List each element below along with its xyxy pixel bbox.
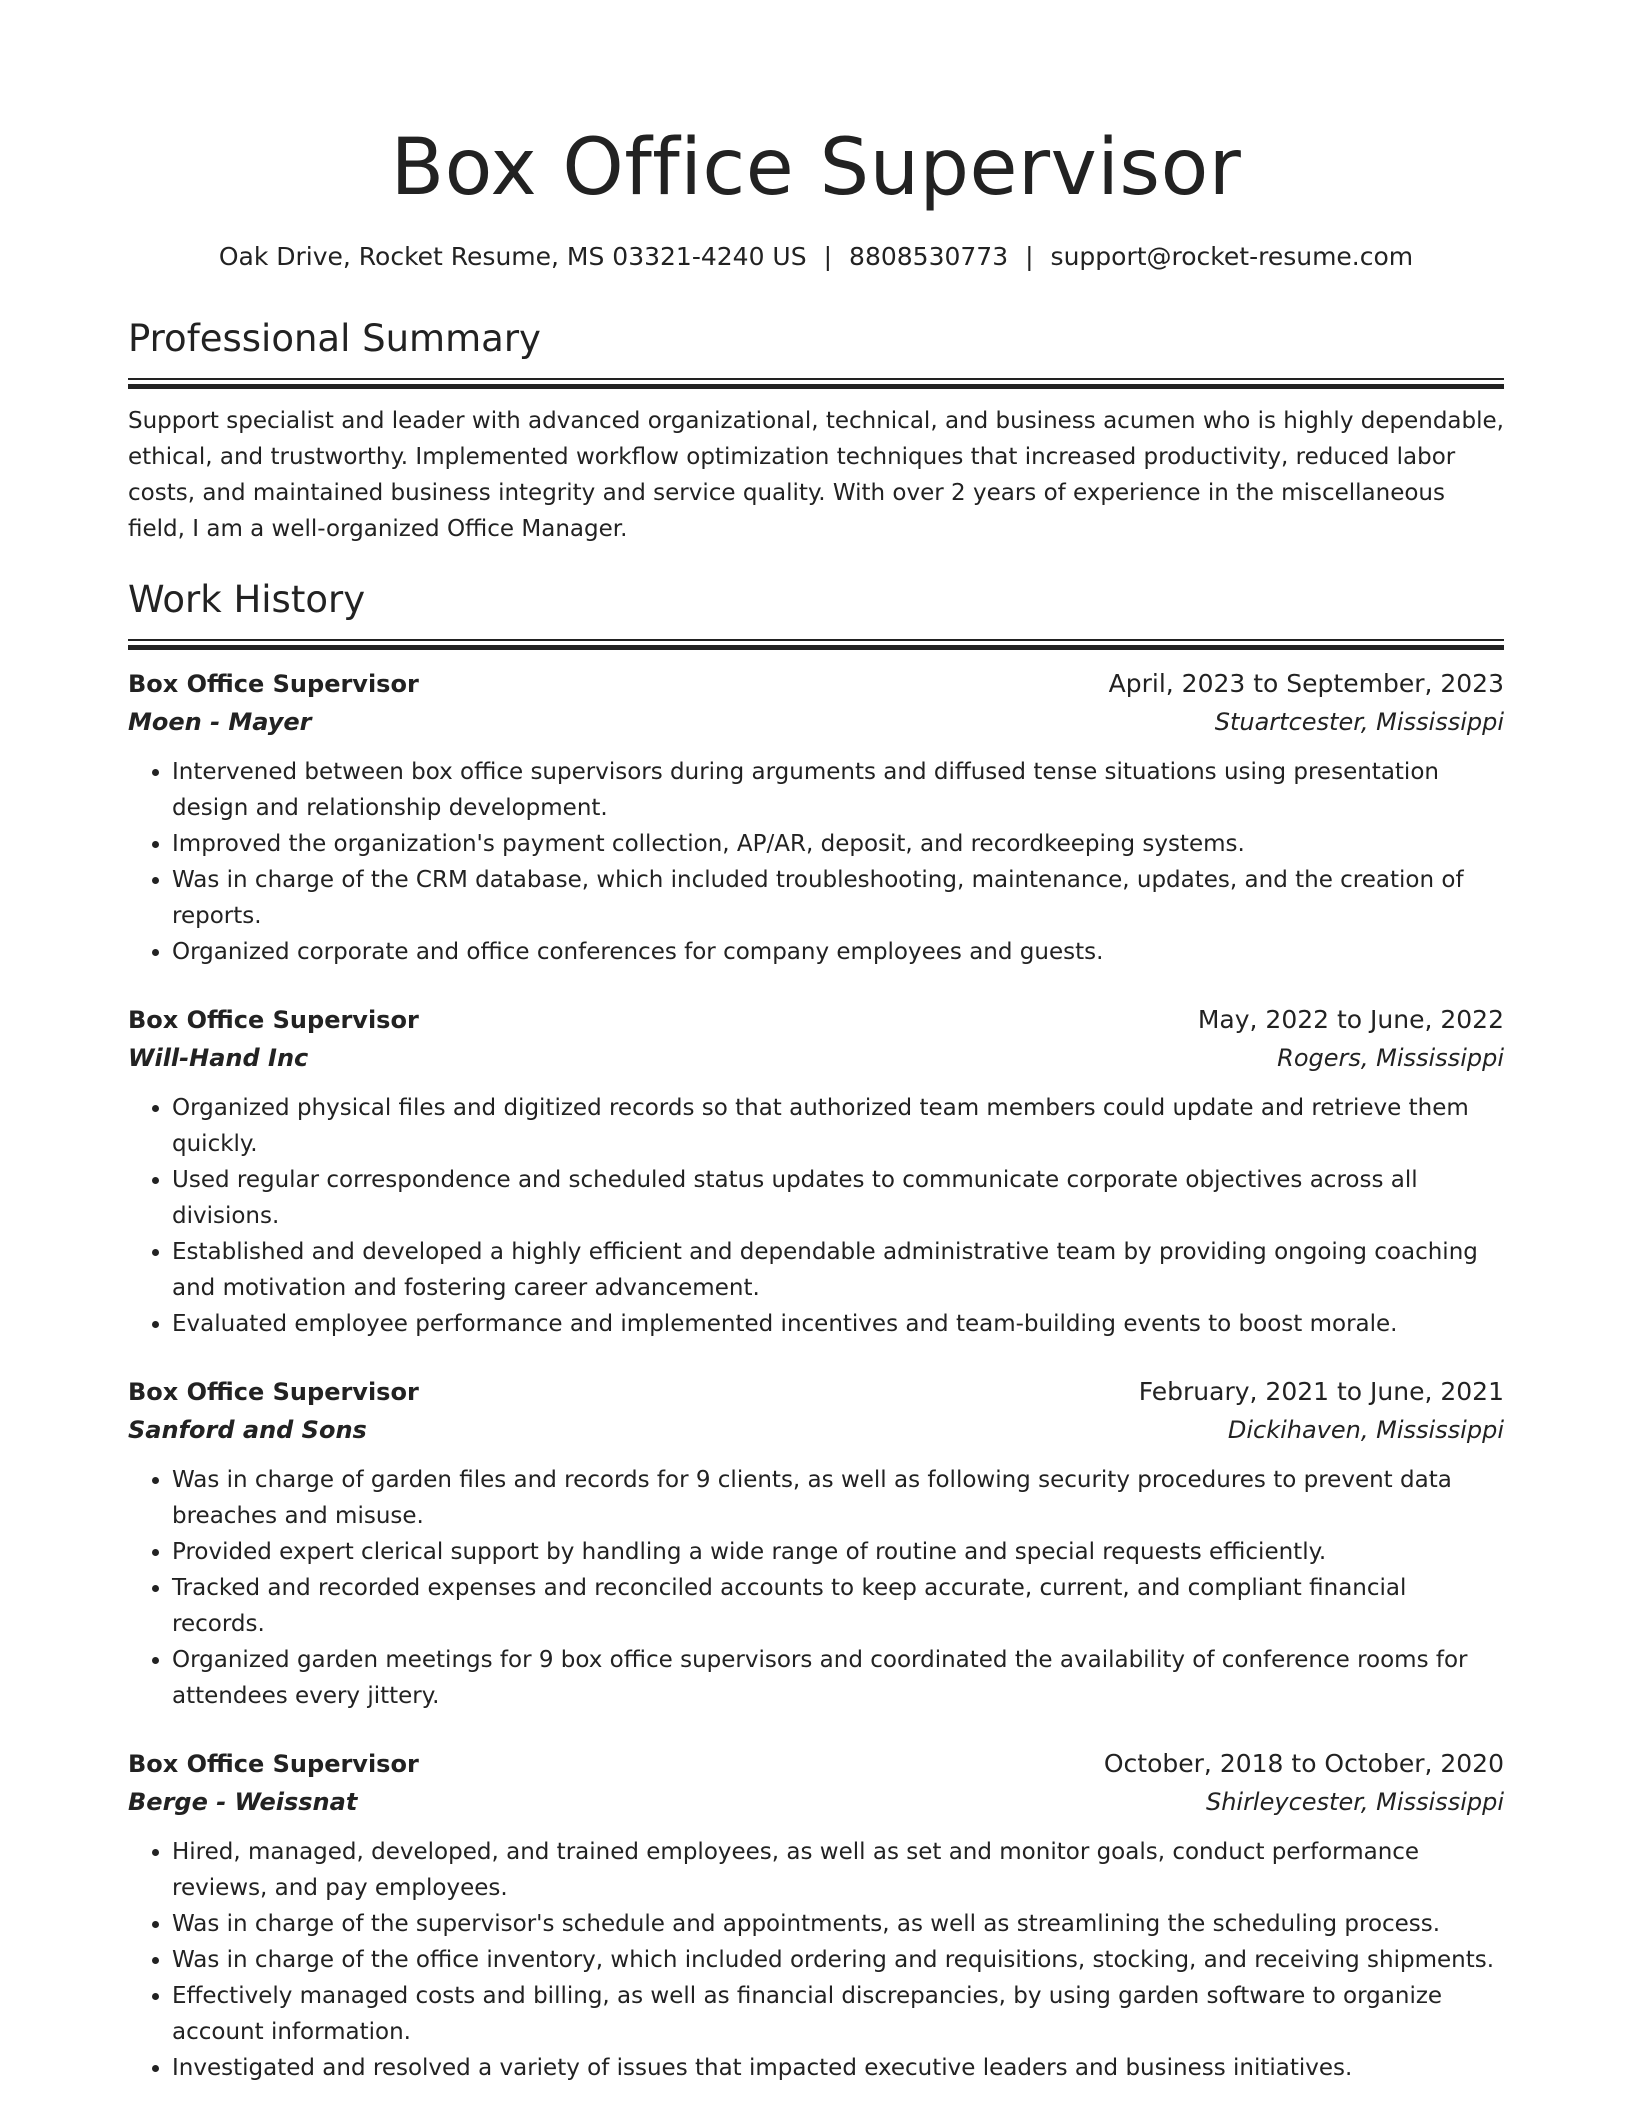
work-history-section: [128, 575, 1504, 2086]
job-location: Rogers, Mississippi: [1277, 1044, 1504, 1072]
job-location: Stuartcester, Mississippi: [1214, 708, 1504, 736]
job-bullet: • Was in charge of garden files and records for 9 clients, as well as following security procedures to prevent data breaches and misuse.: [172, 1462, 1504, 1534]
job-entry: [128, 666, 1504, 970]
job-company-row: [128, 1782, 1504, 1822]
job-location: Shirleycester, Mississippi: [1205, 1788, 1504, 1816]
contact-separator: |: [823, 242, 833, 271]
job-company-row: [128, 702, 1504, 742]
resume-title: Box Office Supervisor: [390, 123, 1242, 213]
job-entry: [128, 1746, 1504, 2086]
professional-summary-section: [128, 314, 1504, 547]
job-bullet-list: [128, 1090, 1504, 1342]
contact-address: Oak Drive, Rocket Resume, MS 03321-4240 US: [218, 242, 807, 271]
job-company-row: [128, 1410, 1504, 1450]
job-header-row: [128, 1374, 1504, 1410]
job-bullet-list: [128, 1462, 1504, 1714]
section-heading-summary: Professional Summary: [128, 317, 541, 360]
job-bullet: • Tracked and recorded expenses and reconciled accounts to keep accurate, current, and compliant financial records.: [172, 1570, 1504, 1642]
job-header-row: [128, 666, 1504, 702]
job-bullet-list: [128, 1834, 1504, 2086]
job-bullet: • Used regular correspondence and scheduled status updates to communicate corporate objectives across all divisions.: [172, 1162, 1504, 1234]
job-dates: April, 2023 to September, 2023: [1108, 669, 1504, 698]
job-company: Will-Hand Inc: [128, 1044, 309, 1072]
job-location: Dickihaven, Mississippi: [1227, 1416, 1504, 1444]
job-bullet: • Hired, managed, developed, and trained employees, as well as set and monitor goals, conduct performance reviews, and pay employees.: [172, 1834, 1504, 1906]
job-dates: February, 2021 to June, 2021: [1138, 1377, 1504, 1406]
job-bullet: • Organized physical files and digitized records so that authorized team members could update and retrieve them quickly.: [172, 1090, 1504, 1162]
job-bullet: • Evaluated employee performance and implemented incentives and team-building events to boost morale.: [172, 1306, 1504, 1342]
job-entry: [128, 1002, 1504, 1342]
job-title: Box Office Supervisor: [128, 1378, 419, 1406]
job-bullet-list: [128, 754, 1504, 970]
section-divider: [128, 639, 1504, 650]
job-header-row: [128, 1002, 1504, 1038]
job-bullet: • Effectively managed costs and billing, as well as financial discrepancies, by using garden software to organize account information.: [172, 1978, 1504, 2050]
job-bullet: • Organized garden meetings for 9 box office supervisors and coordinated the availability of conference rooms for attendees every jittery.: [172, 1642, 1504, 1714]
job-company: Berge - Weissnat: [128, 1788, 358, 1816]
job-header-row: [128, 1746, 1504, 1782]
job-dates: May, 2022 to June, 2022: [1197, 1005, 1504, 1034]
job-bullet: • Organized corporate and office conferences for company employees and guests.: [172, 934, 1504, 970]
job-bullet: • Intervened between box office supervisors during arguments and diffused tense situations using presentation design and relationship development.: [172, 754, 1504, 826]
job-bullet: • Provided expert clerical support by handling a wide range of routine and special requests efficiently.: [172, 1534, 1504, 1570]
section-heading-work-history: Work History: [128, 578, 366, 621]
job-bullet: • Established and developed a highly efficient and dependable administrative team by providing ongoing coaching and motivation and fostering career advancement.: [172, 1234, 1504, 1306]
job-bullet: • Was in charge of the CRM database, which included troubleshooting, maintenance, updates, and the creation of reports.: [172, 862, 1504, 934]
section-divider: [128, 378, 1504, 389]
job-title: Box Office Supervisor: [128, 1006, 419, 1034]
job-bullet: • Was in charge of the supervisor's schedule and appointments, as well as streamlining the scheduling process.: [172, 1906, 1504, 1942]
job-company-row: [128, 1038, 1504, 1078]
job-company: Sanford and Sons: [128, 1416, 367, 1444]
job-dates: October, 2018 to October, 2020: [1103, 1749, 1504, 1778]
contact-separator: |: [1025, 242, 1034, 271]
job-entry: [128, 1374, 1504, 1714]
job-bullet: • Was in charge of the office inventory, which included ordering and requisitions, stocking, and receiving shipments.: [172, 1942, 1504, 1978]
contact-line: [128, 240, 1504, 274]
job-bullet: • Improved the organization's payment collection, AP/AR, deposit, and recordkeeping systems.: [172, 826, 1504, 862]
job-bullet: • Investigated and resolved a variety of issues that impacted executive leaders and business initiatives.: [172, 2050, 1504, 2086]
job-title: Box Office Supervisor: [128, 670, 419, 698]
job-title: Box Office Supervisor: [128, 1750, 419, 1778]
job-list: [128, 666, 1504, 2086]
contact-email: support@rocket-resume.com: [1050, 242, 1414, 271]
job-company: Moen - Mayer: [128, 708, 312, 736]
contact-phone: 8808530773: [849, 242, 1009, 271]
summary-text: Support specialist and leader with advanced organizational, technical, and business acumen who is highly dependable, ethical, and trustworthy. Implemented workflow optimization techniques that increased productivity, reduced labor costs, and maintained business integrity and service quality. With over 2 years of experience in the miscellaneous field, I am a well-organized Office Manager.: [128, 408, 1504, 542]
